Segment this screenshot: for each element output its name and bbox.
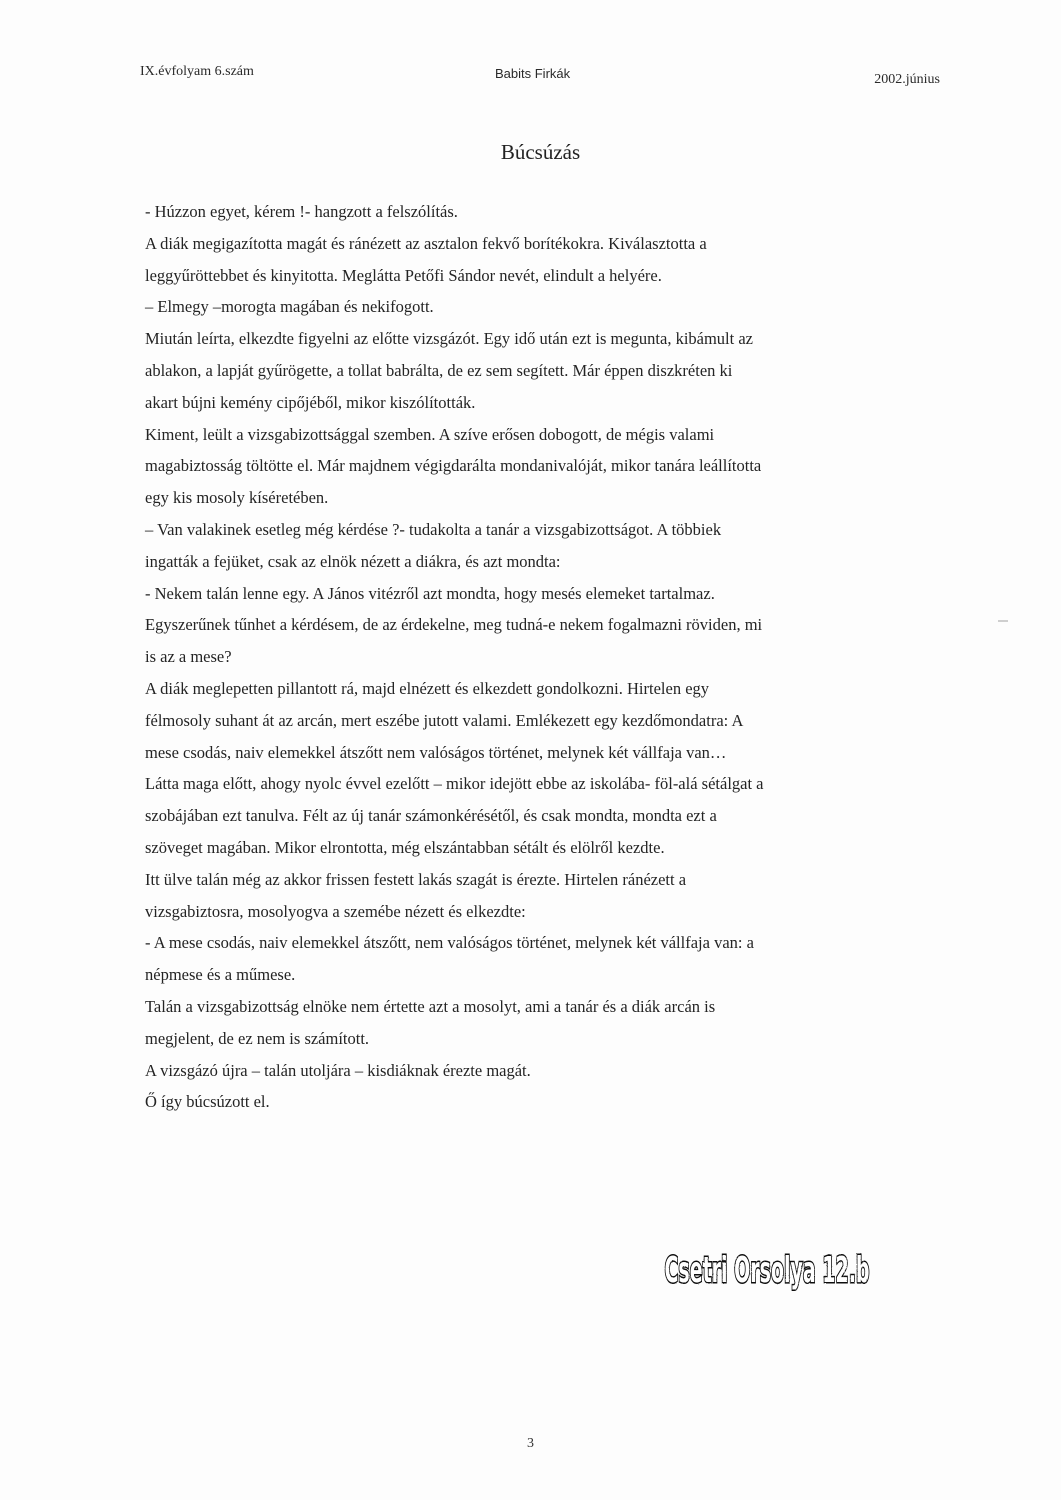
text-line: Látta maga előtt, ahogy nyolc évvel ezelőtt – mikor idejött ebbe az iskolába- föl-alá sétálgat a xyxy=(145,774,764,794)
text-line: megjelent, de ez nem is számított. xyxy=(145,1028,370,1048)
text-line: Egyszerűnek tűnhet a kérdésem, de az érdekelne, meg tudná-e nekem fogalmazni röviden, mi xyxy=(145,615,763,635)
text-line: magabiztosság töltötte el. Már majdnem végigdarálta mondanivalóját, mikor tanára leállította xyxy=(145,456,762,476)
text-line: is az a mese? xyxy=(145,647,232,667)
text-line: szöveget magában. Mikor elrontotta, még elszántabban sétált és elölről kezdte. xyxy=(145,837,665,857)
author-signature-logo xyxy=(660,1232,875,1294)
text-line: A diák megigazította magát és ránézett az asztalon fekvő borítékokra. Kiválasztotta a xyxy=(145,233,707,253)
text-line: népmese és a műmese. xyxy=(145,965,296,985)
text-line: - Nekem talán lenne egy. A János vitézről azt mondta, hogy mesés elemeket tartalmaz. xyxy=(145,583,715,603)
text-line: mese csodás, naiv elemekkel átszőtt nem valóságos történet, melynek két vállfaja van… xyxy=(145,742,727,762)
text-line: szobájában ezt tanulva. Félt az új tanár számonkérésétől, és csak mondta, mondta ezt a xyxy=(145,806,717,826)
text-line: Kiment, leült a vizsgabizottsággal szemben. A szíve erősen dobogott, de mégis valami xyxy=(145,424,715,444)
text-line: egy kis mosoly kíséretében. xyxy=(145,488,329,508)
text-line: - A mese csodás, naiv elemekkel átszőtt, nem valóságos történet, melynek két vállfaja van: a xyxy=(145,933,754,953)
article-title: Búcsúzás xyxy=(500,140,581,164)
text-line: ablakon, a lapját gyűrögette, a tollat babrálta, de ez sem segített. Már éppen diszkréten ki xyxy=(145,360,733,380)
text-line: A vizsgázó újra – talán utoljára – kisdiáknak érezte magát. xyxy=(145,1060,531,1080)
signature-text: Csetri Orsolya 12.b xyxy=(664,1250,870,1291)
page-number: 3 xyxy=(527,1436,534,1451)
text-line: vizsgabiztosra, mosolyogva a szemébe nézett és elkezdte: xyxy=(145,901,526,921)
article-body xyxy=(145,196,920,1118)
text-line: A diák meglepetten pillantott rá, majd elnézett és elkezdett gondolkozni. Hirtelen egy xyxy=(145,678,710,698)
scan-artifact xyxy=(998,620,1008,622)
page-header xyxy=(140,64,940,88)
text-line: akart bújni kemény cipőjéből, mikor kiszólították. xyxy=(145,392,476,412)
text-line: – Elmegy –morogta magában és nekifogott. xyxy=(145,297,434,317)
text-line: Talán a vizsgabizottság elnöke nem értette azt a mosolyt, ami a tanár és a diák arcán is xyxy=(145,996,716,1016)
text-line: leggyűröttebbet és kinyitotta. Meglátta Petőfi Sándor nevét, elindult a helyére. xyxy=(145,265,662,285)
text-line: Ő így búcsúzott el. xyxy=(145,1092,270,1112)
issue-label: IX.évfolyam 6.szám xyxy=(140,64,254,79)
text-line: ingatták a fejüket, csak az elnök nézett a diákra, és azt mondta: xyxy=(145,551,561,571)
text-line: Miután leírta, elkezdte figyelni az előtte vizsgázót. Egy idő után ezt is megunta, kibámult az xyxy=(145,329,754,349)
text-line: – Van valakinek esetleg még kérdése ?- tudakolta a tanár a vizsgabizottságot. A többiek xyxy=(145,519,722,539)
issue-date: 2002.június xyxy=(874,72,940,87)
text-line: Itt ülve talán még az akkor frissen festett lakás szagát is érezte. Hirtelen ránézett a xyxy=(145,869,687,889)
publication-name: Babits Firkák xyxy=(495,66,571,81)
text-line: félmosoly suhant át az arcán, mert eszébe jutott valami. Emlékezett egy kezdőmondatra: A xyxy=(145,710,744,730)
text-line: - Húzzon egyet, kérem !- hangzott a felszólítás. xyxy=(145,202,458,221)
